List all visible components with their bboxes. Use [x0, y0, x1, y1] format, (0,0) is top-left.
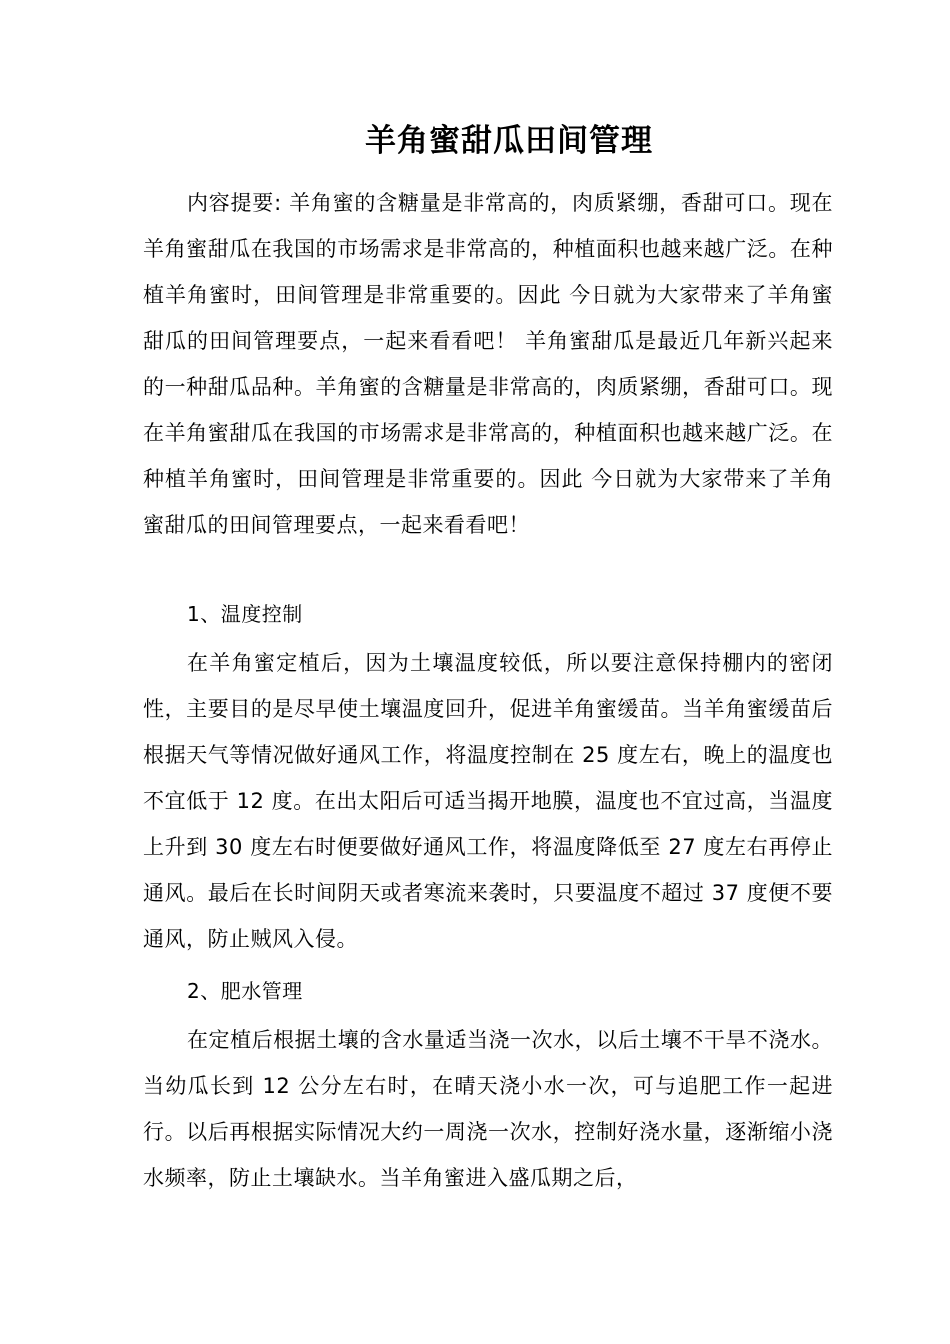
document-title: 羊角蜜甜瓜田间管理	[365, 123, 653, 159]
section-heading-fertilizer-water: 2、肥水管理	[187, 979, 303, 1003]
section-heading-temperature: 1、温度控制	[187, 602, 303, 626]
intro-paragraph: 内容提要: 羊角蜜的含糖量是非常高的，肉质紧绷，香甜可口。现在羊角蜜甜瓜在我国的市场需求是非常高的，种植面积也越来越广泛。在种植羊角蜜时，田间管理是非常重要的。因此 今日就为大家带来了羊角蜜甜瓜的田间管理要点，一起来看看吧！ 羊角蜜甜瓜是最近几年新兴起来的一种甜瓜品种。羊角蜜的含糖量是非常高的，肉质紧绷，香甜可口。现在羊角蜜甜瓜在我国的市场需求是非常高的，种植面积也越来越广泛。在种植羊角蜜时，田间管理是非常重要的。因此 今日就为大家带来了羊角蜜甜瓜的田间管理要点，一起来看看吧！	[143, 191, 833, 537]
section-paragraph-temperature: 在羊角蜜定植后，因为土壤温度较低，所以要注意保持棚内的密闭性，主要目的是尽早使土壤温度回升，促进羊角蜜缓苗。当羊角蜜缓苗后根据天气等情况做好通风工作，将温度控制在 25 度左右，晚上的温度也不宜低于 12 度。在出太阳后可适当揭开地膜，温度也不宜过高，当温度上升到 30 度左右时便要做好通风工作，将温度降低至 27 度左右再停止通风。最后在长时间阴天或者寒流来袭时，只要温度不超过 37 度便不要通风，防止贼风入侵。	[143, 651, 833, 951]
section-paragraph-fertilizer-water: 在定植后根据土壤的含水量适当浇一次水，以后土壤不干旱不浇水。当幼瓜长到 12 公分左右时，在晴天浇小水一次，可与追肥工作一起进行。以后再根据实际情况大约一周浇一次水，控制好浇水量，逐渐缩小浇水频率，防止土壤缺水。当羊角蜜进入盛瓜期之后，	[143, 1028, 833, 1190]
